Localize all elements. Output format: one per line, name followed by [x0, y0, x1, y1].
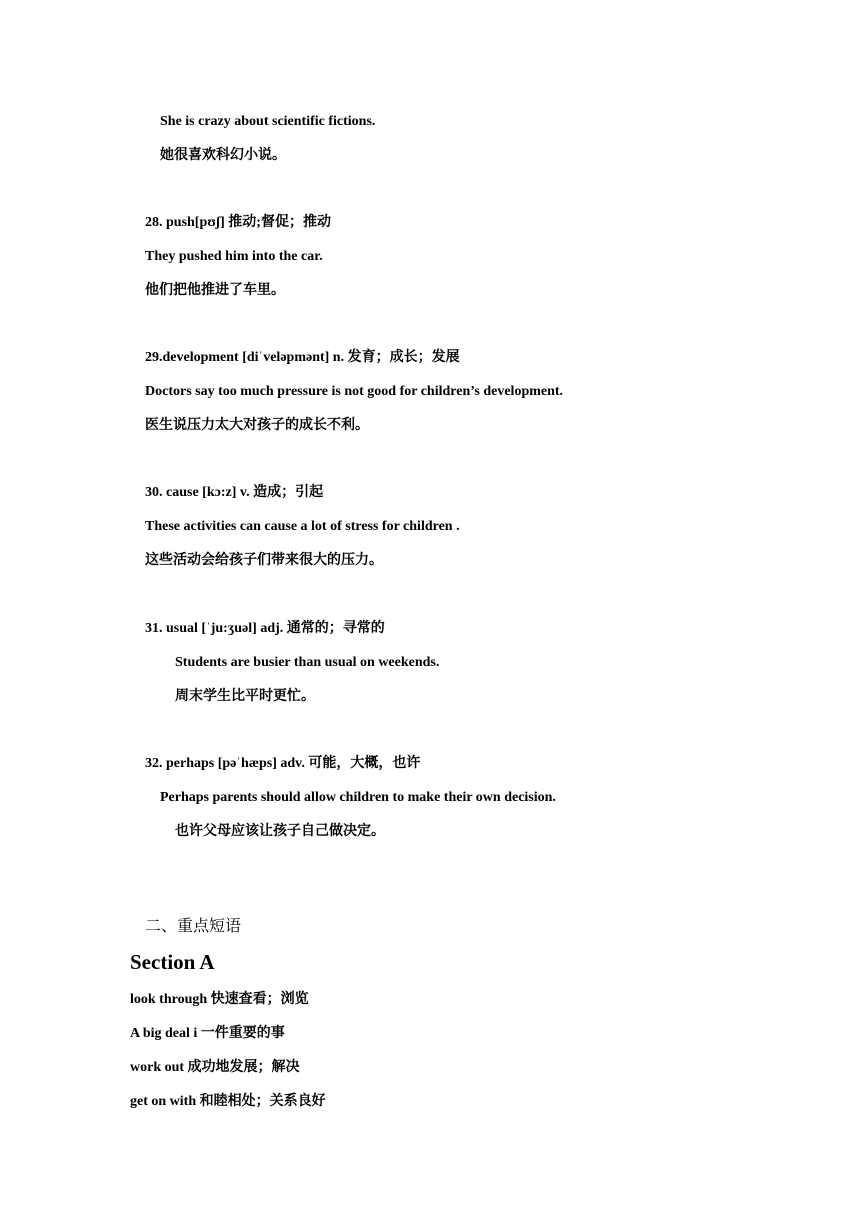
example-translation: 这些活动会给孩子们带来很大的压力。 [145, 553, 383, 568]
example-translation: 周末学生比平时更忙。 [175, 689, 315, 704]
example-sentence: They pushed him into the car. [145, 249, 323, 264]
phrase-item: A big deal i 一件重要的事 [130, 1026, 285, 1041]
phrase-item: work out 成功地发展；解决 [130, 1060, 300, 1075]
example-translation: 也许父母应该让孩子自己做决定。 [175, 824, 385, 839]
vocab-entry-cause: 30. cause [kɔ:z] v. 造成；引起 [145, 485, 324, 500]
vocab-entry-development: 29.development [diˈveləpmənt] n. 发育；成长；发展 [145, 350, 460, 365]
example-sentence: She is crazy about scientific fictions. [160, 114, 376, 129]
example-sentence: Doctors say too much pressure is not good for children’s development. [145, 384, 564, 399]
section-title: Section A [130, 950, 215, 974]
section-heading: 二、重点短语 [145, 918, 242, 935]
vocab-entry-usual: 31. usual [ˈju:ʒuəl] adj. 通常的；寻常的 [145, 621, 385, 636]
phrase-item: get on with 和睦相处；关系良好 [130, 1094, 326, 1109]
phrase-item: look through 快速查看；浏览 [130, 992, 309, 1007]
example-sentence: Perhaps parents should allow children to make their own decision. [160, 790, 556, 805]
example-translation: 她很喜欢科幻小说。 [160, 148, 286, 163]
example-sentence: Students are busier than usual on weekends. [175, 655, 440, 670]
vocab-entry-perhaps: 32. perhaps [pəˈhæps] adv. 可能，大概，也许 [145, 756, 421, 771]
vocab-entry-push: 28. push[pʊʃ] 推动;督促；推动 [145, 215, 331, 230]
example-sentence: These activities can cause a lot of stress for children . [145, 519, 460, 534]
example-translation: 医生说压力太大对孩子的成长不利。 [145, 418, 369, 433]
example-translation: 他们把他推进了车里。 [145, 283, 285, 298]
